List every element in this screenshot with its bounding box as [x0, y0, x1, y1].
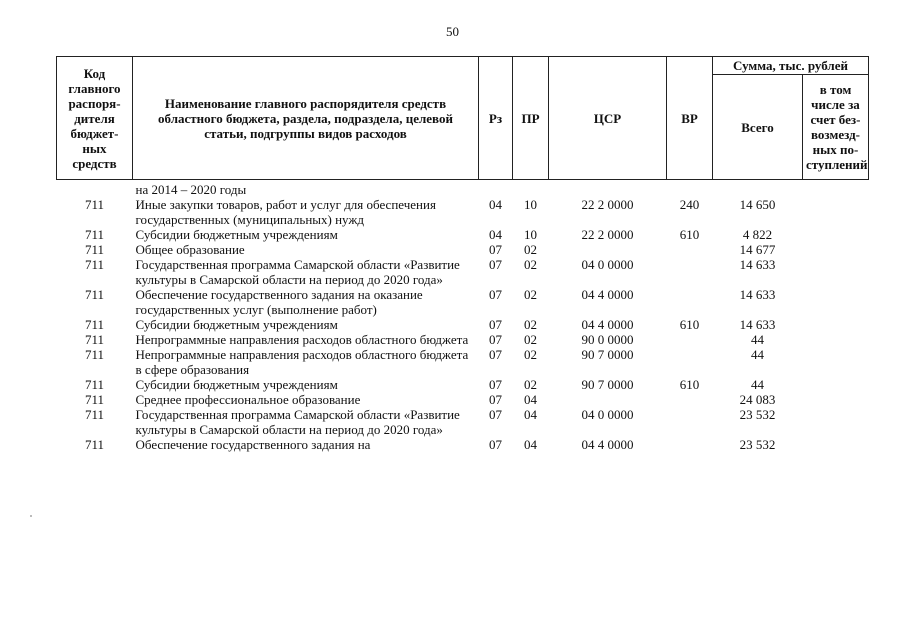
cell-total: 24 083: [739, 392, 776, 407]
cell-free: [803, 377, 869, 392]
header-pr: ПР: [513, 57, 549, 180]
cell-code: 711: [84, 392, 105, 407]
cell-rz: 07: [489, 347, 502, 362]
header-free: в том числе за счет без-возмезд-ных по-ступлений: [803, 75, 869, 180]
cell-name: Субсидии бюджетным учреждениям: [135, 377, 338, 392]
cell-code: 711: [84, 332, 105, 347]
cell-name: Обеспечение государственного задания на оказание государственных услуг (выполнение работ): [135, 287, 423, 317]
cell-csr: 90 7 0000: [581, 377, 634, 392]
cell-vr: [667, 392, 713, 407]
header-name: Наименование главного распорядителя средств областного бюджета, раздела, подраздела, целевой статьи, подгруппы видов расходов: [133, 57, 479, 180]
page-number: 50: [446, 24, 459, 39]
table-header: [57, 57, 869, 180]
cell-pr: 02: [524, 242, 537, 257]
cell-code: 711: [84, 242, 105, 257]
cell-total: [713, 180, 803, 198]
cell-csr: 04 4 0000: [581, 287, 634, 302]
cell-name: Субсидии бюджетным учреждениям: [135, 317, 338, 332]
cell-free: [803, 180, 869, 198]
cell-vr: 610: [679, 377, 700, 392]
cell-vr: [667, 407, 713, 437]
cell-pr: 02: [524, 257, 537, 272]
header-code: Код главного распоря-дителя бюджет-ных средств: [57, 57, 133, 180]
cell-name: Общее образование: [135, 242, 245, 257]
cell-code: 711: [84, 197, 105, 212]
cell-rz: 07: [489, 437, 502, 452]
cell-pr: 02: [524, 377, 537, 392]
cell-pr: 10: [524, 197, 537, 212]
header-total: Всего: [713, 75, 803, 180]
cell-csr: 04 0 0000: [581, 257, 634, 272]
cell-code: 711: [84, 347, 105, 362]
cell-total: 23 532: [739, 437, 776, 452]
cell-code: 711: [84, 287, 105, 302]
cell-name: Иные закупки товаров, работ и услуг для обеспечения государственных (муниципальных) нужд: [135, 197, 436, 227]
scan-speck: [30, 515, 32, 517]
cell-csr: 04 4 0000: [581, 317, 634, 332]
cell-rz: 04: [489, 197, 502, 212]
table-row: [57, 242, 869, 257]
table-row: [57, 317, 869, 332]
cell-csr: 90 7 0000: [581, 347, 634, 362]
header-rz: Рз: [479, 57, 513, 180]
header-vr: ВР: [667, 57, 713, 180]
table-row: [57, 287, 869, 317]
cell-total: 23 532: [739, 407, 776, 422]
cell-name: Обеспечение государственного задания на: [135, 437, 371, 452]
cell-csr: 22 2 0000: [581, 227, 634, 242]
cell-csr: 04 0 0000: [581, 407, 634, 422]
cell-free: [803, 317, 869, 332]
cell-rz: 07: [489, 407, 502, 422]
table-row: [57, 407, 869, 437]
cell-code: 711: [84, 317, 105, 332]
cell-free: [803, 227, 869, 242]
cell-csr: [549, 392, 667, 407]
cell-code: 711: [84, 227, 105, 242]
budget-table: [56, 56, 869, 452]
cell-pr: [513, 180, 549, 198]
header-csr: ЦСР: [549, 57, 667, 180]
cell-free: [803, 197, 869, 227]
cell-pr: 02: [524, 317, 537, 332]
header-sum: Сумма, тыс. рублей: [713, 57, 869, 75]
cell-pr: 04: [524, 437, 537, 452]
table-row: [57, 180, 869, 198]
cell-rz: 07: [489, 242, 502, 257]
cell-rz: 07: [489, 317, 502, 332]
cell-total: 14 677: [739, 242, 776, 257]
cell-pr: 10: [524, 227, 537, 242]
cell-name: Государственная программа Самарской области «Развитие культуры в Самарской области на период до 2020 года»: [135, 257, 460, 287]
cell-name: Непрограммные направления расходов областного бюджета: [135, 332, 469, 347]
cell-total: 14 633: [739, 257, 776, 272]
cell-pr: 02: [524, 287, 537, 302]
cell-vr: [667, 287, 713, 317]
cell-vr: [667, 347, 713, 377]
table-row: [57, 197, 869, 227]
cell-name: Непрограммные направления расходов областного бюджета в сфере образования: [135, 347, 469, 377]
cell-csr: [549, 242, 667, 257]
cell-rz: 07: [489, 287, 502, 302]
cell-free: [803, 437, 869, 452]
cell-pr: 02: [524, 332, 537, 347]
cell-code: 711: [84, 377, 105, 392]
cell-vr: 240: [679, 197, 700, 212]
cell-vr: [667, 180, 713, 198]
cell-vr: [667, 437, 713, 452]
cell-code: 711: [84, 257, 105, 272]
cell-rz: 07: [489, 332, 502, 347]
cell-total: 44: [751, 332, 764, 347]
cell-free: [803, 347, 869, 377]
table-body: [57, 180, 869, 453]
cell-free: [803, 257, 869, 287]
table-row: [57, 347, 869, 377]
cell-vr: [667, 257, 713, 287]
table-row: [57, 332, 869, 347]
cell-rz: [479, 180, 513, 198]
cell-code: 711: [84, 407, 105, 422]
cell-free: [803, 407, 869, 437]
cell-total: 14 633: [739, 287, 776, 302]
cell-vr: 610: [679, 227, 700, 242]
cell-free: [803, 287, 869, 317]
cell-pr: 04: [524, 407, 537, 422]
cell-rz: 07: [489, 392, 502, 407]
cell-code: [57, 180, 133, 198]
cell-rz: 07: [489, 377, 502, 392]
cell-pr: 04: [524, 392, 537, 407]
cell-vr: [667, 242, 713, 257]
cell-rz: 07: [489, 257, 502, 272]
cell-csr: 22 2 0000: [581, 197, 634, 212]
table-row: [57, 377, 869, 392]
cell-free: [803, 392, 869, 407]
table-row: [57, 257, 869, 287]
cell-rz: 04: [489, 227, 502, 242]
cell-pr: 02: [524, 347, 537, 362]
cell-vr: 610: [679, 317, 700, 332]
table-row: [57, 227, 869, 242]
cell-code: 711: [84, 437, 105, 452]
cell-total: 14 633: [739, 317, 776, 332]
table-row: [57, 392, 869, 407]
table-row: [57, 437, 869, 452]
cell-name: Государственная программа Самарской области «Развитие культуры в Самарской области на период до 2020 года»: [135, 407, 460, 437]
cell-name: Среднее профессиональное образование: [135, 392, 361, 407]
cell-csr: [549, 180, 667, 198]
cell-free: [803, 242, 869, 257]
cell-csr: 04 4 0000: [581, 437, 634, 452]
cell-total: 44: [751, 377, 764, 392]
cell-free: [803, 332, 869, 347]
cell-vr: [667, 332, 713, 347]
cell-csr: 90 0 0000: [581, 332, 634, 347]
cell-name: на 2014 – 2020 годы: [135, 182, 247, 197]
cell-total: 4 822: [742, 227, 773, 242]
cell-total: 44: [751, 347, 764, 362]
cell-total: 14 650: [739, 197, 776, 212]
cell-name: Субсидии бюджетным учреждениям: [135, 227, 338, 242]
